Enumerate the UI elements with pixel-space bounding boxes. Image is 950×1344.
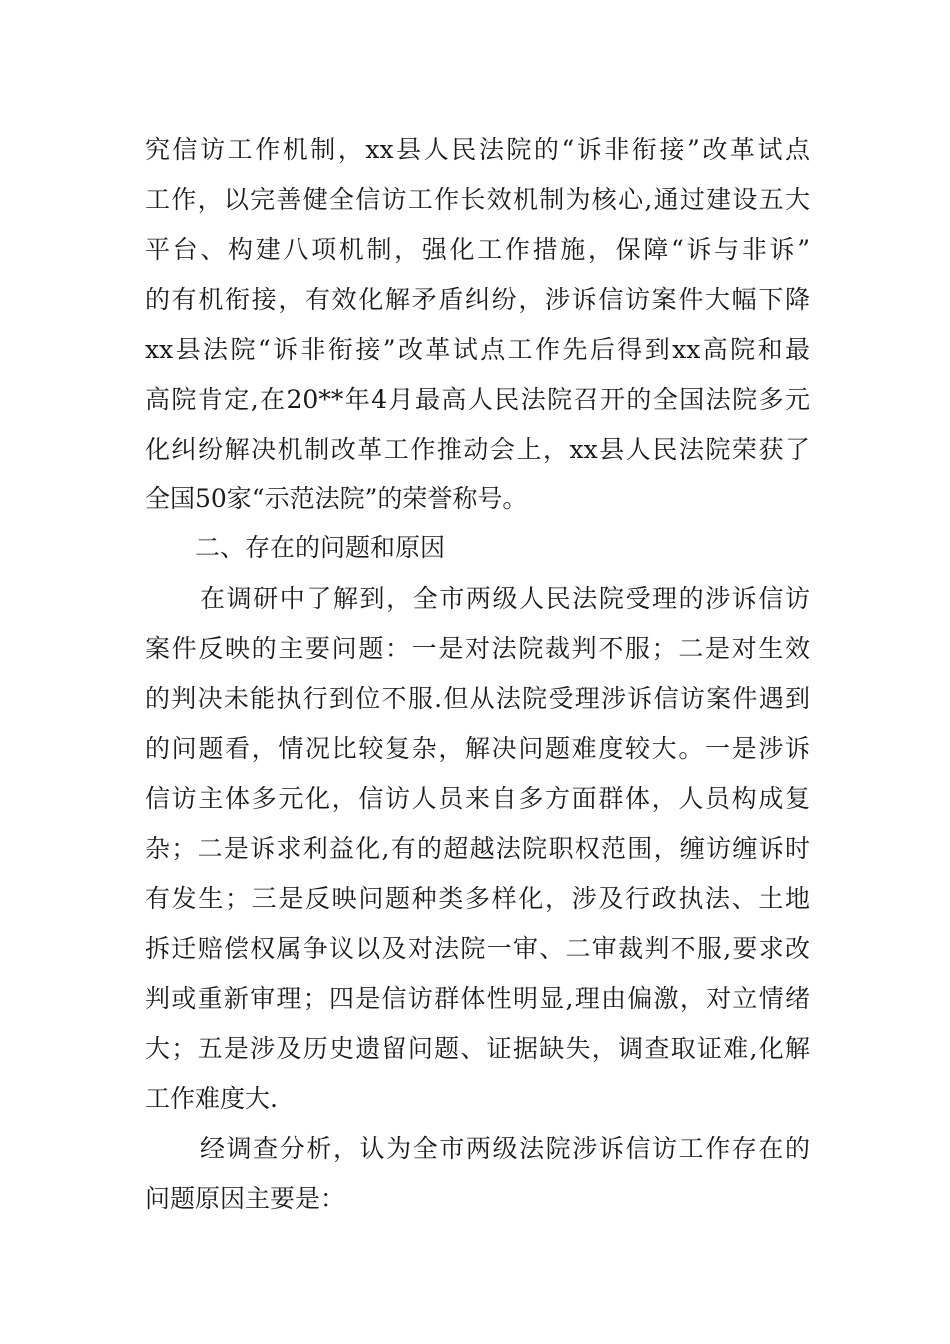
text-line: xx县法院“诉非衔接”改革试点工作先后得到xx高院和最 <box>145 335 810 364</box>
text-line: 杂；二是诉求利益化,有的超越法院职权范围，缠访缠诉时 <box>145 834 810 863</box>
text-line: 的有机衔接，有效化解矛盾纠纷，涉诉信访案件大幅下降 <box>145 285 810 314</box>
text-line: 判或重新审理；四是信访群体性明显,理由偏激，对立情绪 <box>145 984 810 1013</box>
text-line: 化纠纷解决机制改革工作推动会上，xx县人民法院荣获了 <box>145 435 810 464</box>
text-line: 究信访工作机制，xx县人民法院的“诉非衔接”改革试点 <box>145 135 810 164</box>
section-heading: 二、存在的问题和原因 <box>195 533 446 562</box>
paragraph-first-line: 在调研中了解到，全市两级人民法院受理的涉诉信访 <box>200 584 810 613</box>
text-line: 工作难度大. <box>145 1084 278 1113</box>
text-line: 工作，以完善健全信访工作长效机制为核心,通过建设五大 <box>145 185 810 214</box>
text-line: 有发生；三是反映问题种类多样化，涉及行政执法、土地 <box>145 884 810 913</box>
text-line: 全国50家“示范法院”的荣誉称号。 <box>145 484 528 513</box>
text-line: 平台、构建八项机制，强化工作措施，保障“诉与非诉” <box>145 235 810 264</box>
text-line: 问题原因主要是： <box>145 1184 346 1213</box>
paragraph-first-line: 经调查分析，认为全市两级法院涉诉信访工作存在的 <box>200 1134 810 1163</box>
text-line: 案件反映的主要问题：一是对法院裁判不服；二是对生效 <box>145 634 810 663</box>
text-line: 大；五是涉及历史遗留问题、证据缺失，调查取证难,化解 <box>145 1034 810 1063</box>
text-line: 高院肯定,在20**年4月最高人民法院召开的全国法院多元 <box>145 385 810 414</box>
text-line: 的判决未能执行到位不服.但从法院受理涉诉信访案件遇到 <box>145 684 810 713</box>
text-line: 的问题看，情况比较复杂，解决问题难度较大。一是涉诉 <box>145 734 810 763</box>
text-line: 拆迁赔偿权属争议以及对法院一审、二审裁判不服,要求改 <box>145 934 810 963</box>
text-line: 信访主体多元化，信访人员来自多方面群体，人员构成复 <box>145 784 810 813</box>
